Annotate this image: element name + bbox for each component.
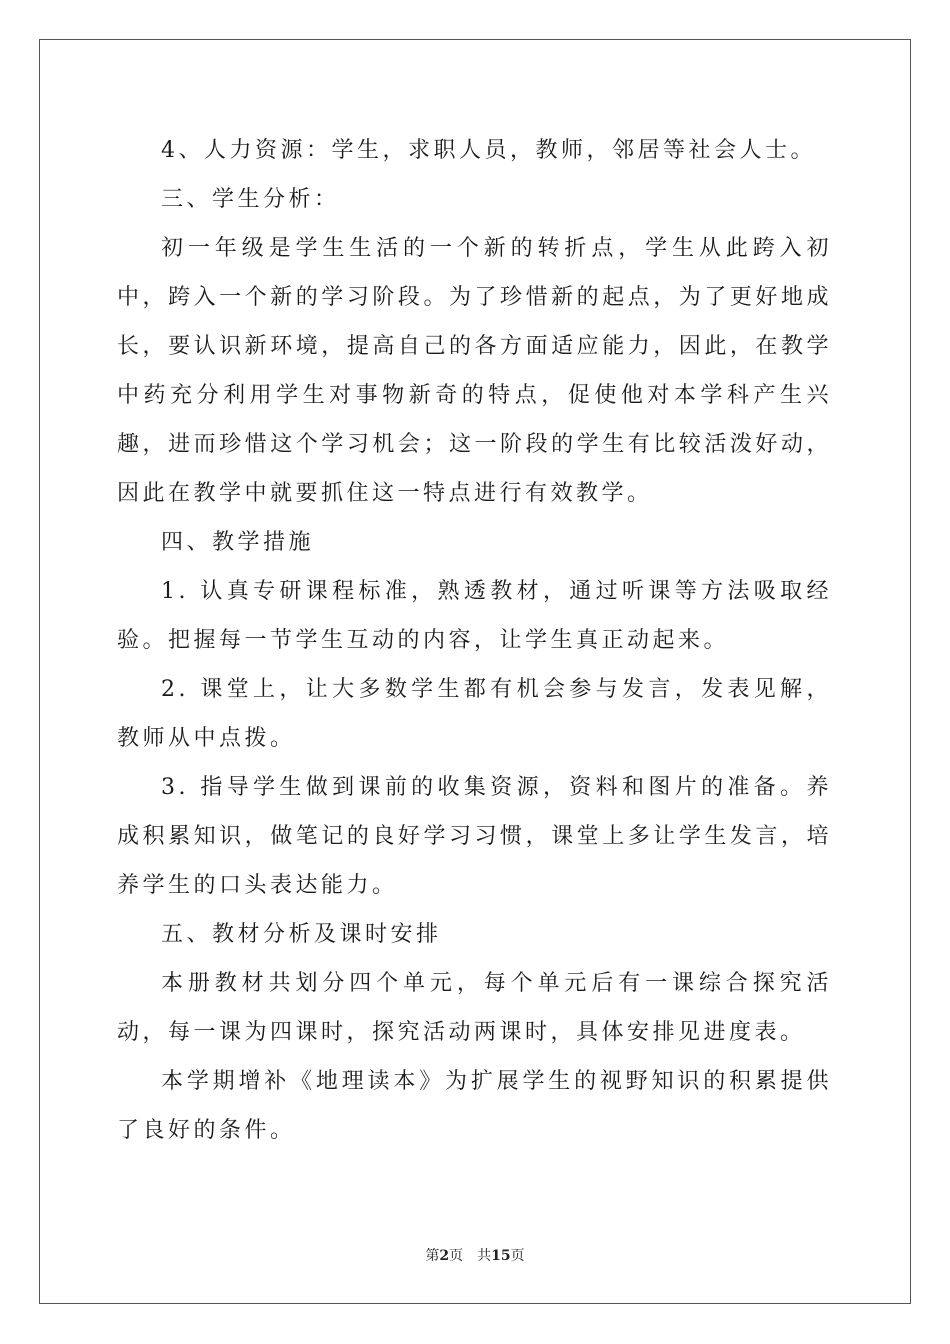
paragraph-student-analysis: 初一年级是学生生活的一个新的转折点，学生从此跨入初中，跨入一个新的学习阶段。为了珍惜新的起点，为了更好地成长，要认识新环境，提高自己的各方面适应能力，因此，在教学中药充分利用学生对事物新奇的特点，促使他对本学科产生兴趣，进而珍惜这个学习机会；这一阶段的学生有比较活泼好动，因此在教学中就要抓住这一特点进行有效教学。: [117, 236, 832, 506]
heading-student-analysis: 三、学生分析：: [161, 187, 340, 212]
heading-textbook-analysis: 五、教材分析及课时安排: [161, 922, 442, 947]
total-suffix: 页: [510, 1248, 525, 1264]
paragraph-measure-3: 3. 指导学生做到课前的收集资源，资料和图片的准备。养成积累知识，做笔记的良好学习习惯，课堂上多让学生发言，培养学生的口头表达能力。: [117, 775, 832, 898]
paragraph-human-resources: 4、人力资源：学生，求职人员，教师，邻居等社会人士。: [161, 138, 816, 163]
paragraph-textbook-units: 本册教材共划分四个单元，每个单元后有一课综合探究活动，每一课为四课时，探究活动两课时，具体安排见进度表。: [117, 971, 832, 1045]
total-pages: 15: [491, 1248, 511, 1264]
page-suffix: 页: [449, 1248, 464, 1264]
heading-teaching-measures: 四、教学措施: [161, 530, 315, 555]
page-prefix: 第: [425, 1248, 440, 1264]
document-body: [117, 126, 832, 1155]
paragraph-geography-reader: 本学期增补《地理读本》为扩展学生的视野知识的积累提供了良好的条件。: [117, 1069, 832, 1143]
page-number: 2: [439, 1248, 450, 1264]
paragraph-measure-2: 2. 课堂上，让大多数学生都有机会参与发言，发表见解，教师从中点拨。: [117, 677, 832, 751]
total-prefix: 共: [477, 1248, 492, 1264]
paragraph-measure-1: 1. 认真专研课程标准，熟透教材，通过听课等方法吸取经验。把握每一节学生互动的内容，让学生真正动起来。: [117, 579, 832, 653]
page-footer: [0, 1246, 950, 1266]
